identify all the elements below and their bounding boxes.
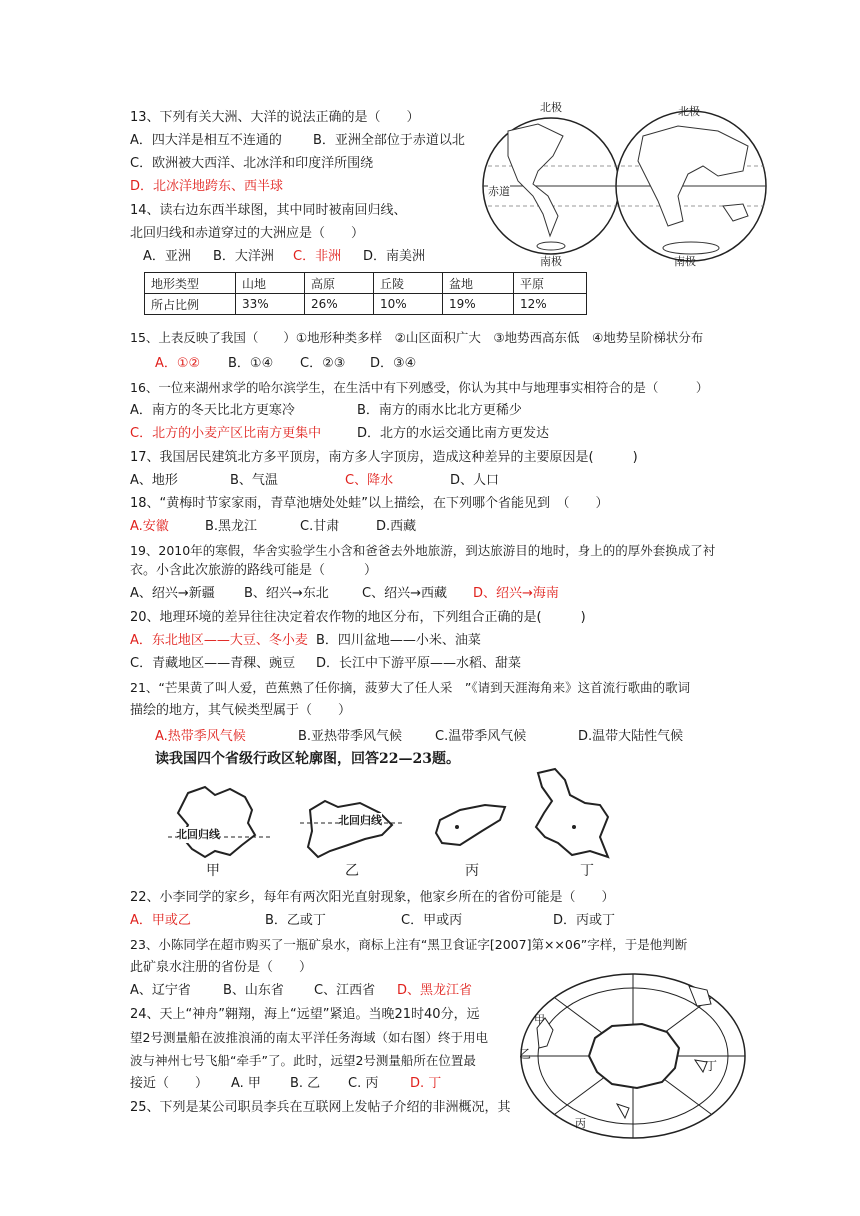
q18-option-a-answer: A.安徽 [130, 519, 169, 534]
q16-option-b: B．南方的雨水比北方更稀少 [357, 403, 522, 418]
q15-stem: 15、上表反映了我国（ ）①地形种类多样 ②山区面积广大 ③地势西高东低 ④地势呈阶梯状分布 [130, 330, 704, 345]
table-header-row [145, 273, 587, 294]
q22-option-a-answer: A．甲或乙 [130, 913, 191, 928]
q15-option-d: D．③④ [370, 356, 417, 371]
q18-option-c: C.甘肃 [300, 519, 340, 534]
q20-stem: 20、地理环境的差异往往决定着农作物的地区分布，下列组合正确的是( ) [130, 610, 586, 625]
q14-option-d: D．南美洲 [363, 249, 426, 264]
q18-option-b: B.黑龙江 [205, 519, 258, 534]
terrain-ratio-table [144, 272, 587, 315]
q22-stem: 22、小李同学的家乡，每年有两次阳光直射现象，他家乡所在的省份可能是（ ） [130, 890, 615, 905]
q23-option-b: B、山东省 [223, 983, 284, 998]
table-row [145, 294, 587, 315]
province-label-jia: 甲 [206, 863, 220, 879]
q19-stem-line2: 衣。小含此次旅游的路线可能是（ ） [130, 563, 378, 578]
south-polar-map [517, 968, 749, 1140]
q19-option-c: C、绍兴→西藏 [362, 586, 447, 601]
q15-option-c: C．②③ [300, 356, 346, 371]
table-cell: 19% [443, 294, 514, 315]
north-pole-label-left: 北极 [540, 101, 562, 114]
q24-line4: 接近（ ） [130, 1076, 209, 1091]
table-cell: 10% [374, 294, 443, 315]
q19-stem-line1: 19、2010年的寒假，华舍实验学生小含和爸爸去外地旅游，到达旅游目的地时，身上的的厚外套换成了衬 [130, 543, 716, 558]
q17-option-b: B、气温 [230, 473, 278, 488]
polar-label-bing: 丙 [575, 1117, 586, 1130]
south-pole-label-right: 南极 [674, 255, 696, 268]
q16-option-d: D．北方的水运交通比南方更发达 [357, 426, 550, 441]
north-pole-label-right: 北极 [678, 105, 700, 118]
q20-option-c: C．青藏地区——青稞、豌豆 [130, 656, 296, 671]
q14-stem-line2: 北回归线和赤道穿过的大洲应是（ ） [130, 226, 365, 241]
q21-option-a-answer: A.热带季风气候 [155, 729, 246, 744]
q13-option-c: C．欧洲被大西洋、北冰洋和印度洋所围绕 [130, 156, 374, 171]
polar-label-ding: 丁 [705, 1059, 718, 1073]
table-cell: 26% [305, 294, 374, 315]
q17-option-a: A、地形 [130, 473, 178, 488]
q16-option-c-answer: C．北方的小麦产区比南方更集中 [130, 426, 322, 441]
q14-option-b: B．大洋洲 [213, 249, 274, 264]
q20-option-d: D．长江中下游平原——水稻、甜菜 [316, 656, 522, 671]
q20-option-b: B．四川盆地——小米、油菜 [316, 633, 481, 648]
hemisphere-map [478, 96, 778, 268]
q19-option-d-answer: D、绍兴→海南 [473, 586, 559, 601]
q24-option-a: A. 甲 [231, 1076, 261, 1091]
south-pole-label-left: 南极 [540, 255, 562, 268]
q20-option-a-answer: A．东北地区——大豆、冬小麦 [130, 633, 308, 648]
q21-stem-line1: 21、“芒果黄了叫人爱，芭蕉熟了任你摘，菠萝大了任人采 ”《请到天涯海角来》这首流行歌曲的歌词 [130, 680, 691, 695]
q13-option-d-answer: D．北冰洋地跨东、西半球 [130, 179, 284, 194]
q21-option-c: C.温带季风气候 [435, 729, 527, 744]
q21-option-b: B.亚热带季风气候 [298, 729, 403, 744]
q16-option-a: A．南方的冬天比北方更寒冷 [130, 403, 295, 418]
q18-stem: 18、“黄梅时节家家雨，青草池塘处处蛙”以上描绘，在下列哪个省能见到 （ ） [130, 496, 609, 511]
q15-option-b: B．①④ [228, 356, 274, 371]
q13-option-a: A．四大洋是相互不连通的 [130, 133, 282, 148]
q17-option-d: D、人口 [450, 473, 500, 488]
q13-stem: 13、下列有关大洲、大洋的说法正确的是（ ） [130, 110, 420, 125]
table-cell: 地形类型 [145, 273, 236, 294]
province-label-yi: 乙 [345, 863, 359, 879]
table-cell: 12% [514, 294, 587, 315]
tropic-label-yi: 北回归线 [338, 814, 382, 827]
q21-option-d: D.温带大陆性气候 [578, 729, 684, 744]
polar-label-jia: 甲 [534, 1013, 545, 1026]
table-cell: 山地 [236, 273, 305, 294]
table-cell: 丘陵 [374, 273, 443, 294]
q23-option-d-answer: D、黑龙江省 [397, 983, 473, 998]
q24-line1: 24、天上“神舟”翱翔，海上“远望”紧追。当晚21时40分，远 [130, 1007, 480, 1022]
q22-option-c: C．甲或丙 [401, 913, 463, 928]
q15-option-a-answer: A．①② [155, 356, 201, 371]
equator-label: 赤道 [488, 185, 510, 198]
table-cell: 所占比例 [145, 294, 236, 315]
q23-stem-line1: 23、小陈同学在超市购买了一瓶矿泉水，商标上注有“黑卫食证字[2007]第××06”字样，于是他判断 [130, 937, 688, 952]
province-label-ding: 丁 [580, 863, 594, 879]
table-cell: 平原 [514, 273, 587, 294]
q19-option-a: A、绍兴→新疆 [130, 586, 215, 601]
province-map-intro: 读我国四个省级行政区轮廓图，回答22—23题。 [155, 751, 460, 767]
q23-option-a: A、辽宁省 [130, 983, 191, 998]
q23-stem-line2: 此矿泉水注册的省份是（ ） [130, 960, 313, 975]
q14-option-c-answer: C．非洲 [293, 249, 342, 264]
table-cell: 高原 [305, 273, 374, 294]
q16-stem: 16、一位来湖州求学的哈尔滨学生，在生活中有下列感受，你认为其中与地理事实相符合的是（ ） [130, 380, 709, 395]
q22-option-d: D．丙或丁 [553, 913, 616, 928]
q14-option-a: A．亚洲 [143, 249, 191, 264]
province-label-bing: 丙 [465, 863, 479, 879]
province-outline-map [160, 765, 620, 881]
q24-option-d-answer: D. 丁 [410, 1076, 442, 1091]
q17-option-c-answer: C、降水 [345, 473, 394, 488]
polar-label-yi: 乙 [519, 1047, 532, 1061]
q24-option-b: B. 乙 [290, 1076, 321, 1091]
q24-line3: 波与神州七号飞船“牵手”了。此时，远望2号测量船所在位置最 [130, 1053, 476, 1068]
table-cell: 33% [236, 294, 305, 315]
table-cell: 盆地 [443, 273, 514, 294]
q21-stem-line2: 描绘的地方，其气候类型属于（ ） [130, 703, 352, 718]
q13-option-b: B．亚洲全部位于赤道以北 [313, 133, 465, 148]
q23-option-c: C、江西省 [314, 983, 376, 998]
q17-stem: 17、我国居民建筑北方多平顶房，南方多人字顶房，造成这种差异的主要原因是( ) [130, 450, 638, 465]
tropic-label-jia: 北回归线 [176, 828, 220, 841]
q25-line1: 25、下列是某公司职员李兵在互联网上发帖子介绍的非洲概况，其 [130, 1100, 511, 1115]
q19-option-b: B、绍兴→东北 [244, 586, 329, 601]
q24-option-c: C. 丙 [348, 1076, 379, 1091]
q24-line2: 望2号测量船在波推浪涌的南太平洋任务海域（如右图）终于用电 [130, 1030, 488, 1045]
q14-stem-line1: 14、读右边东西半球图，其中同时被南回归线、 [130, 203, 407, 218]
q22-option-b: B．乙或丁 [265, 913, 326, 928]
q18-option-d: D.西藏 [376, 519, 417, 534]
